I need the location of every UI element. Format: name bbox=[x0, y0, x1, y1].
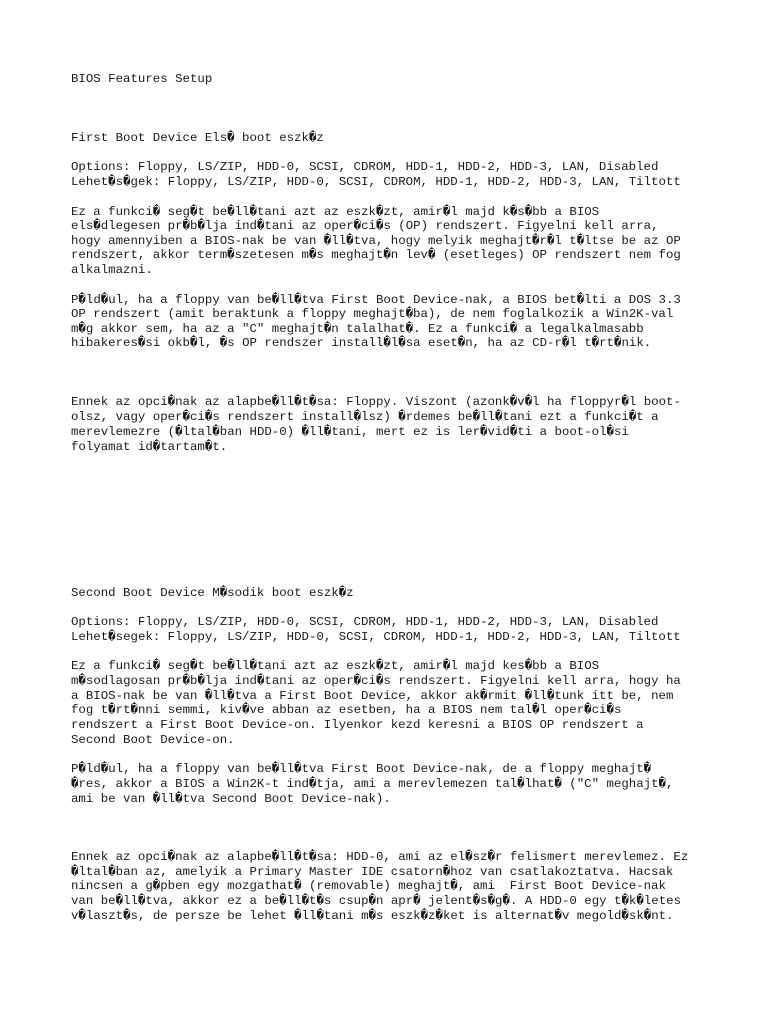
second-p1-line: m�sodlagosan pr�b�lja ind�tani az oper�ci�s rendszert. Figyelni kell arra, hogy ha bbox=[71, 674, 681, 688]
second-boot-options-hu: Lehet�segek: Floppy, LS/ZIP, HDD-0, SCSI, CDROM, HDD-1, HDD-2, HDD-3, LAN, Tiltott bbox=[71, 630, 681, 644]
second-p3-line: v�laszt�s, de persze be lehet �ll�tani m�s eszk�z�ket is alternat�v megold�sk�nt. bbox=[71, 909, 674, 923]
second-p2-line: P�ld�ul, ha a floppy van be�ll�tva First Boot Device-nak, de a floppy meghajt� bbox=[71, 762, 652, 776]
second-boot-options: Options: Floppy, LS/ZIP, HDD-0, SCSI, CDROM, HDD-1, HDD-2, HDD-3, LAN, Disabled bbox=[71, 615, 659, 629]
first-p2-line: hibakeres�si okb�l, �s OP rendszer install�l�sa eset�n, ha az CD-r�l t�rt�nik. bbox=[71, 336, 652, 350]
first-p3-line: merevlemezre (�ltal�ban HDD-0) �ll�tani, mert ez is ler�vid�ti a boot-ol�si bbox=[71, 425, 629, 439]
first-p1-line: els�dlegesen pr�b�lja ind�tani az oper�ci�s (OP) rendszert. Figyelni kell arra, bbox=[71, 219, 659, 233]
first-boot-options: Options: Floppy, LS/ZIP, HDD-0, SCSI, CDROM, HDD-1, HDD-2, HDD-3, LAN, Disabled bbox=[71, 160, 659, 174]
first-p2-line: OP rendszert (amit beraktunk a floppy meghajt�ba), de nem foglalkozik a Win2K-val bbox=[71, 307, 674, 321]
second-p2-line: ami be van �ll�tva Second Boot Device-nak). bbox=[71, 792, 391, 806]
second-p1-line: Ez a funkci� seg�t be�ll�tani azt az eszk�zt, amir�l majd kes�bb a BIOS bbox=[71, 659, 600, 673]
second-p3-line: Ennek az opci�nak az alapbe�ll�t�sa: HDD-0, ami az el�sz�r felismert merevlemez. Ez bbox=[71, 850, 689, 864]
first-p3-line: olsz, vagy oper�ci�s rendszert install�lsz) �rdemes be�ll�tani ezt a funkci�t a bbox=[71, 410, 659, 424]
second-p1-line: fog t�rt�nni semmi, kiv�ve abban az esetben, ha a BIOS nem tal�l oper�ci�s bbox=[71, 703, 622, 717]
first-p1-line: rendszert, akkor term�szetesen m�s meghajt�n lev� (esetleges) OP rendszert nem fog bbox=[71, 248, 681, 262]
first-boot-heading: First Boot Device Els� boot eszk�z bbox=[71, 131, 324, 145]
first-boot-options-hu: Lehet�s�gek: Floppy, LS/ZIP, HDD-0, SCSI, CDROM, HDD-1, HDD-2, HDD-3, LAN, Tiltott bbox=[71, 175, 681, 189]
first-p1-line: Ez a funkci� seg�t be�ll�tani azt az eszk�zt, amir�l majd k�s�bb a BIOS bbox=[71, 205, 600, 219]
second-p1-line: Second Boot Device-on. bbox=[71, 733, 235, 747]
first-p1-line: alkalmazni. bbox=[71, 263, 153, 277]
second-p1-line: a BIOS-nak be van �ll�tva a First Boot Device, akkor ak�rmit �ll�tunk itt be, nem bbox=[71, 689, 674, 703]
second-p2-line: �res, akkor a BIOS a Win2K-t ind�tja, ami a merevlemezen tal�lhat� ("C" meghajt�, bbox=[71, 777, 674, 791]
first-p2-line: P�ld�ul, ha a floppy van be�ll�tva First Boot Device-nak, a BIOS bet�lti a DOS 3.3 bbox=[71, 293, 681, 307]
second-p3-line: nincsen a g�pben egy mozgathat� (removable) meghajt�, ami First Boot Device-nak bbox=[71, 879, 666, 893]
first-p1-line: hogy amennyiben a BIOS-nak be van �ll�tva, hogy melyik meghajt�r�l t�ltse be az OP bbox=[71, 234, 681, 248]
second-boot-heading: Second Boot Device M�sodik boot eszk�z bbox=[71, 586, 354, 600]
first-p3-line: Ennek az opci�nak az alapbe�ll�t�sa: Floppy. Viszont (azonk�v�l ha floppyr�l boot- bbox=[71, 395, 681, 409]
document-title: BIOS Features Setup bbox=[71, 72, 213, 86]
first-p2-line: m�g akkor sem, ha az a "C" meghajt�n talalhat�. Ez a funkci� a legalkalmasabb bbox=[71, 322, 644, 336]
first-p3-line: folyamat id�tartam�t. bbox=[71, 440, 228, 454]
second-p3-line: van be�ll�tva, akkor ez a be�ll�t�s csup�n apr� jelent�s�g�. A HDD-0 egy t�k�letes bbox=[71, 894, 682, 908]
second-p3-line: �ltal�ban az, amelyik a Primary Master IDE csatorn�hoz van csatlakoztatva. Hacsak bbox=[71, 865, 674, 879]
second-p1-line: rendszert a First Boot Device-on. Ilyenkor kezd keresni a BIOS OP rendszert a bbox=[71, 718, 644, 732]
